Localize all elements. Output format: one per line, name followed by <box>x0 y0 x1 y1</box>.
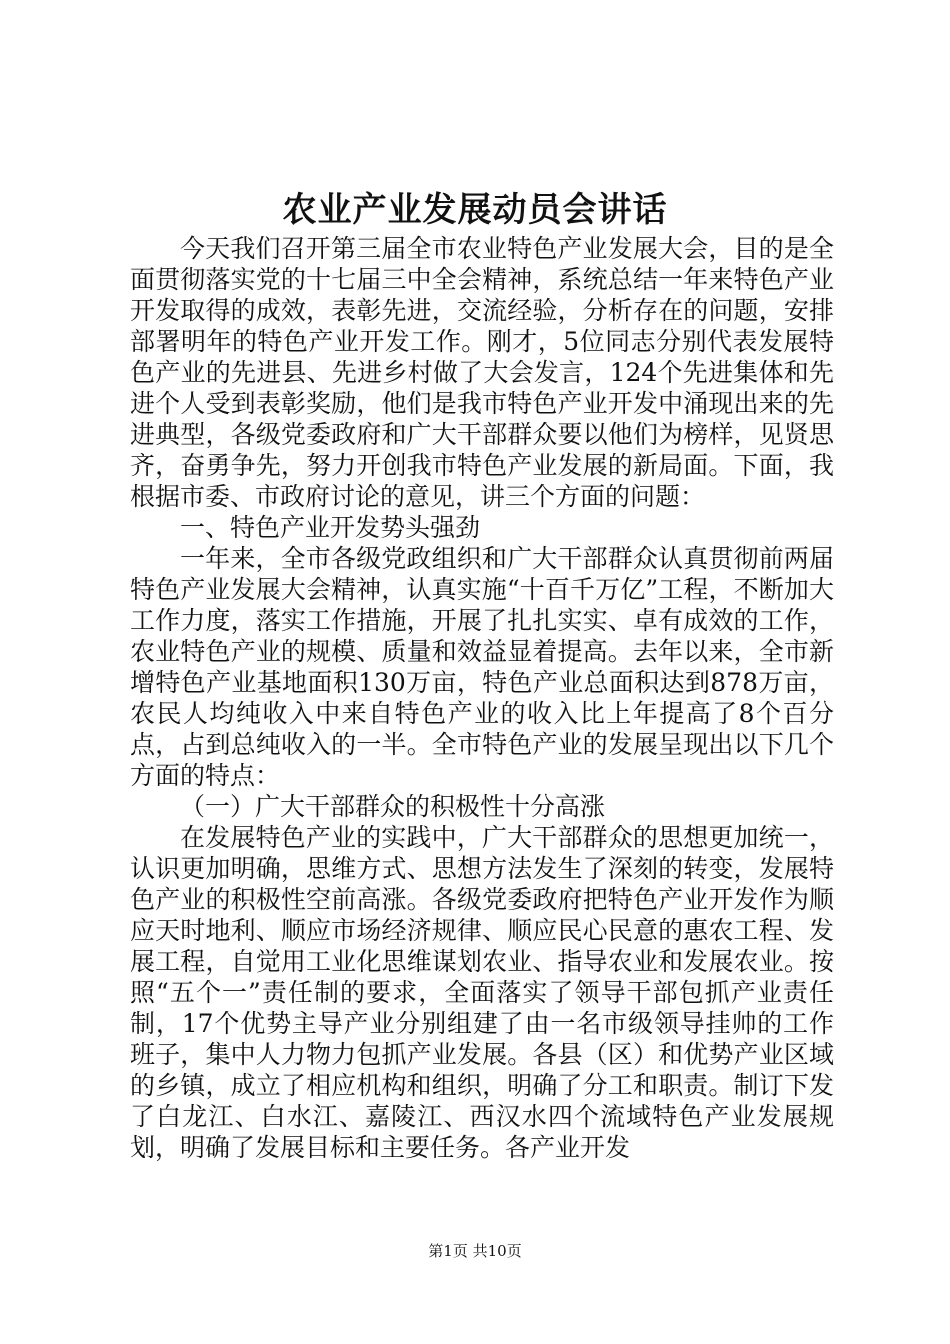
document-body <box>130 233 834 1163</box>
paragraph-intro: 今天我们召开第三届全市农业特色产业发展大会，目的是全面贯彻落实党的十七届三中全会精神，系统总结一年来特色产业开发取得的成效，表彰先进，交流经验，分析存在的问题，安排部署明年的特色产业开发工作。刚才，5位同志分别代表发展特色产业的先进县、先进乡村做了大会发言，124个先进集体和先进个人受到表彰奖励，他们是我市特色产业开发中涌现出来的先进典型，各级党委政府和广大干部群众要以他们为榜样，见贤思齐，奋勇争先，努力开创我市特色产业发展的新局面。下面，我根据市委、市政府讨论的意见，讲三个方面的问题： <box>130 234 834 511</box>
document-title: 农业产业发展动员会讲话 <box>282 190 668 230</box>
paragraph-subsection-1: 在发展特色产业的实践中，广大干部群众的思想更加统一，认识更加明确，思维方式、思想方法发生了深刻的转变，发展特色产业的积极性空前高涨。各级党委政府把特色产业开发作为顺应天时地利、顺应市场经济规律、顺应民心民意的惠农工程、发展工程，自觉用工业化思维谋划农业、指导农业和发展农业。按照“五个一”责任制的要求，全面落实了领导干部包抓产业责任制，17个优势主导产业分别组建了由一名市级领导挂帅的工作班子，集中人力物力包抓产业发展。各县（区）和优势产业区域的乡镇，成立了相应机构和组织，明确了分工和职责。制订下发了白龙江、白水江、嘉陵江、西汉水四个流域特色产业发展规划，明确了发展目标和主要任务。各产业开发 <box>130 823 834 1162</box>
paragraph-section-1: 一年来，全市各级党政组织和广大干部群众认真贯彻前两届特色产业发展大会精神，认真实施“十百千万亿”工程，不断加大工作力度，落实工作措施，开展了扎扎实实、卓有成效的工作，农业特色产业的规模、质量和效益显着提高。去年以来，全市新增特色产业基地面积130万亩，特色产业总面积达到878万亩，农民人均纯收入中来自特色产业的收入比上年提高了8个百分点，占到总纯收入的一半。全市特色产业的发展呈现出以下几个方面的特点： <box>130 544 834 790</box>
section-heading-1: 一、特色产业开发势头强劲 <box>180 513 481 542</box>
page-footer: 第1页 共10页 <box>428 1242 522 1260</box>
subsection-heading-1: （一）广大干部群众的积极性十分高涨 <box>180 792 606 821</box>
